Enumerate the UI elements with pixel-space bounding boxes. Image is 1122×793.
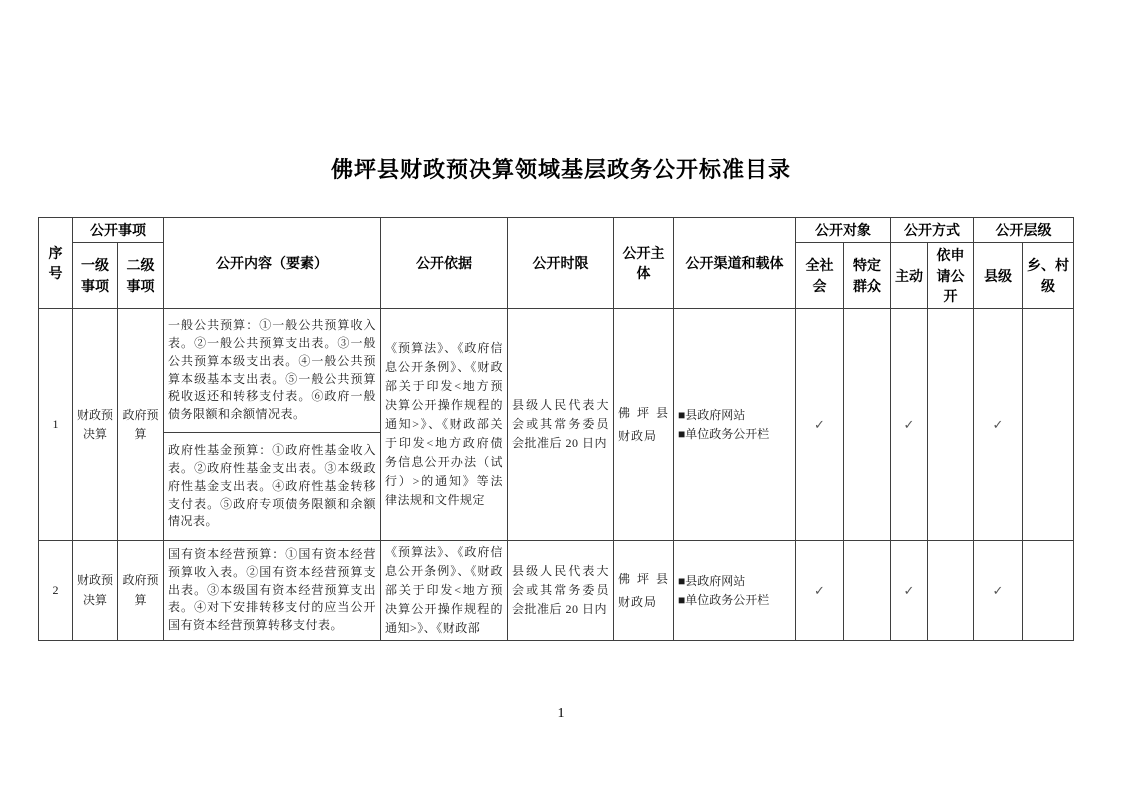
- basis-cell: 《预算法》、《政府信息公开条例》、《财政部关于印发<地方预决算公开操作规程的通知>》、《财政部: [381, 541, 508, 641]
- header-time-limit: 公开时限: [508, 218, 614, 309]
- header-level1: 一级事项: [73, 243, 118, 309]
- time-limit-cell: 县级人民代表大会或其常务委员会批准后 20 日内: [508, 541, 614, 641]
- header-serial: 序号: [39, 218, 73, 309]
- subject-cell: 佛坪县财政局: [614, 541, 674, 641]
- check-proactive: ✓: [891, 541, 928, 641]
- check-whole-society: ✓: [796, 541, 844, 641]
- content-cell-government-fund-budget: 政府性基金预算：①政府性基金收入表。②政府性基金支出表。③本级政府性基金支出表。④政府性基金转移支付表。⑤政府专项债务限额和余额情况表。: [164, 433, 381, 541]
- content-cell-general-budget: 一般公共预算：①一般公共预算收入表。②一般公共预算支出表。③一般公共预算本级支出表。④一般公共预算本级基本支出表。⑤一般公共预算税收返还和转移支付表。⑥政府一般债务限额和余额情况表。: [164, 309, 381, 433]
- check-whole-society: ✓: [796, 309, 844, 541]
- check-county: ✓: [974, 541, 1023, 641]
- check-proactive: ✓: [891, 309, 928, 541]
- check-upon-request: [928, 541, 974, 641]
- header-upon-request: 依申请公开: [928, 243, 974, 309]
- serial-cell: 1: [39, 309, 73, 541]
- header-method: 公开方式: [891, 218, 974, 243]
- check-upon-request: [928, 309, 974, 541]
- level1-cell: 财政预决算: [73, 541, 118, 641]
- header-channels: 公开渠道和载体: [674, 218, 796, 309]
- subject-cell: 佛坪县财政局: [614, 309, 674, 541]
- header-proactive: 主动: [891, 243, 928, 309]
- header-county: 县级: [974, 243, 1023, 309]
- channel-item: ■单位政务公开栏: [678, 427, 770, 442]
- table-row: [39, 309, 1074, 433]
- header-level: 公开层级: [974, 218, 1074, 243]
- check-township-village: [1023, 541, 1074, 641]
- check-county: ✓: [974, 309, 1023, 541]
- channels-cell: [674, 309, 796, 541]
- level2-cell: 政府预算: [118, 541, 164, 641]
- header-whole-society: 全社会: [796, 243, 844, 309]
- level1-cell: 财政预决算: [73, 309, 118, 541]
- header-basis: 公开依据: [381, 218, 508, 309]
- disclosure-standard-table: [38, 217, 1074, 641]
- header-township-village: 乡、村级: [1023, 243, 1074, 309]
- check-township-village: [1023, 309, 1074, 541]
- header-level2: 二级事项: [118, 243, 164, 309]
- channel-item: ■县政府网站: [678, 574, 746, 589]
- header-subject: 公开主体: [614, 218, 674, 309]
- check-specific-groups: [844, 309, 891, 541]
- header-audience: 公开对象: [796, 218, 891, 243]
- channels-cell: [674, 541, 796, 641]
- table-row: [39, 541, 1074, 641]
- level2-cell: 政府预算: [118, 309, 164, 541]
- page-number: 1: [557, 706, 565, 721]
- channel-item: ■县政府网站: [678, 408, 746, 423]
- time-limit-cell: 县级人民代表大会或其常务委员会批准后 20 日内: [508, 309, 614, 541]
- header-disclosure-matters: 公开事项: [73, 218, 164, 243]
- header-content: 公开内容（要素）: [164, 218, 381, 309]
- serial-cell: 2: [39, 541, 73, 641]
- channel-item: ■单位政务公开栏: [678, 593, 770, 608]
- header-specific-groups: 特定群众: [844, 243, 891, 309]
- basis-cell: 《预算法》、《政府信息公开条例》、《财政部关于印发<地方预决算公开操作规程的通知>》、《财政部关于印发<地方政府债务信息公开办法（试行）>的通知》等法律法规和文件规定: [381, 309, 508, 541]
- check-specific-groups: [844, 541, 891, 641]
- page-title: 佛坪县财政预决算领域基层政务公开标准目录: [330, 157, 791, 182]
- content-cell-state-capital-budget: 国有资本经营预算：①国有资本经营预算收入表。②国有资本经营预算支出表。③本级国有资本经营预算支出表。④对下安排转移支付的应当公开国有资本经营预算转移支付表。: [164, 541, 381, 641]
